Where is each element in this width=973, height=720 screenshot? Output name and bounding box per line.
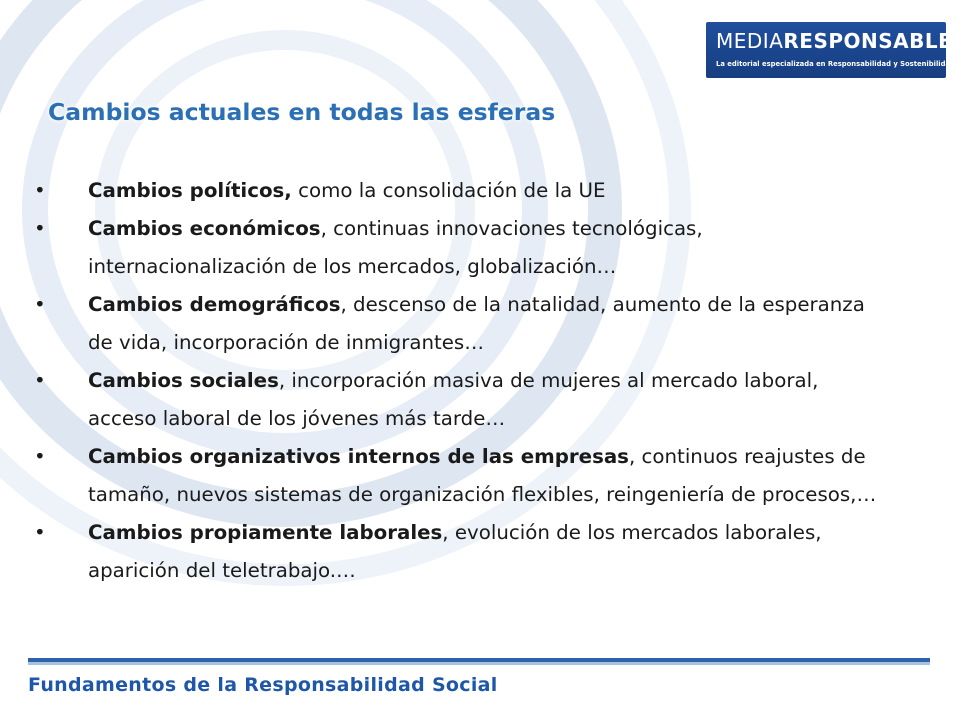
bullet-lead: Cambios económicos — [88, 217, 321, 240]
bullet-text: como la consolidación de la UE — [291, 179, 606, 202]
footer-rule-light — [28, 662, 930, 665]
bullet-text: , continuas innovaciones tecnológicas, internacionalización de los mercados, globalización… — [88, 217, 703, 278]
bullet-text: , evolución de los mercados laborales, aparición del teletrabajo.… — [88, 521, 822, 582]
bullet-text: , incorporación masiva de mujeres al mercado laboral, acceso laboral de los jóvenes más tarde… — [88, 369, 819, 430]
bullet-item-organizativos — [30, 438, 890, 514]
logo-tagline: La editorial especializada en Responsabilidad y Sostenibilidad — [716, 60, 955, 68]
bullet-icon: • — [34, 217, 46, 240]
bullet-item-sociales — [30, 362, 890, 438]
bullet-icon: • — [34, 179, 46, 202]
bullet-lead: Cambios políticos, — [88, 179, 292, 202]
bullet-text: , continuos reajustes de tamaño, nuevos sistemas de organización flexibles, reingeniería de procesos,… — [88, 445, 877, 506]
logo-wordmark — [716, 29, 973, 53]
footer-title: Fundamentos de la Responsabilidad Social — [28, 674, 498, 696]
bullet-icon: • — [34, 521, 46, 544]
bullet-item-economicos — [30, 210, 890, 286]
bullet-text: , descenso de la natalidad, aumento de la esperanza de vida, incorporación de inmigrantes… — [88, 293, 865, 354]
media-responsable-logo — [706, 22, 973, 78]
bullet-item-laborales — [30, 514, 890, 590]
logo-name-bold: RESPONSABLE — [783, 29, 953, 53]
bullet-item-politicos — [30, 172, 890, 210]
bullet-lead: Cambios demográficos — [88, 293, 341, 316]
slide-title: Cambios actuales en todas las esferas — [48, 98, 556, 126]
bullet-lead: Cambios propiamente laborales — [88, 521, 443, 544]
bullet-icon: • — [34, 445, 46, 468]
bullet-icon: • — [34, 369, 46, 392]
bullet-item-demograficos — [30, 286, 890, 362]
bullet-list — [30, 172, 890, 590]
bullet-lead: Cambios organizativos internos de las empresas — [88, 445, 629, 468]
logo-name-regular: MEDIA — [716, 29, 784, 53]
bullet-icon: • — [34, 293, 46, 316]
logo-registered-mark: ® — [952, 29, 973, 53]
bullet-lead: Cambios sociales — [88, 369, 279, 392]
